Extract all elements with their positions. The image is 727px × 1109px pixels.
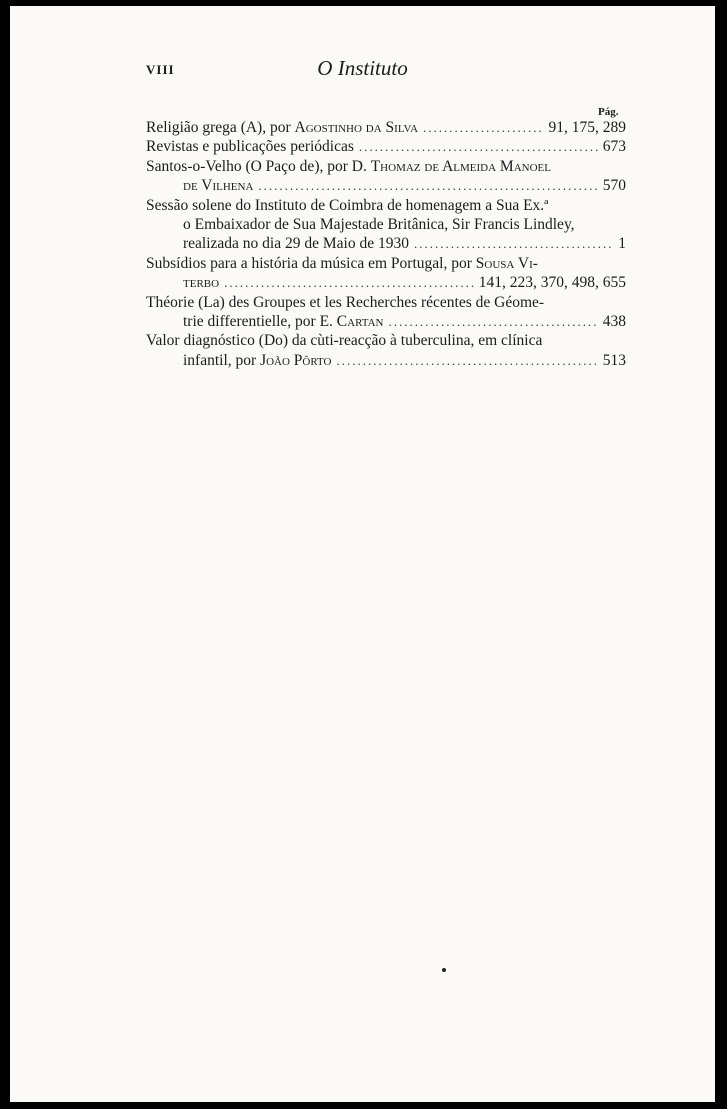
entry-text	[183, 176, 253, 195]
entry-title-text: o Embaixador de Sua Majestade Britânica, Sir Francis Lindley,	[183, 216, 575, 234]
page-column-label: Pág.	[598, 106, 619, 118]
page-reference: 570	[602, 177, 626, 195]
page-reference: 673	[602, 138, 626, 156]
entry-author-name: de Vilhena	[183, 177, 254, 195]
index-list	[146, 118, 626, 370]
page-reference: 91, 175, 289	[548, 119, 626, 136]
leader-dots	[224, 273, 474, 292]
index-entry	[146, 293, 626, 332]
entry-title-text: Théorie (La) des Groupes et les Recherches récentes de Géome-	[146, 293, 545, 311]
index-entry-line	[146, 118, 626, 137]
index-entry-line	[146, 273, 626, 292]
index-entry	[146, 157, 626, 196]
leader-dots	[337, 351, 598, 370]
index-entry-line	[146, 312, 626, 331]
page-reference: 1	[618, 235, 626, 253]
entry-text	[146, 331, 542, 350]
running-title: O Instituto	[317, 56, 408, 80]
entry-text	[183, 273, 219, 292]
entry-text	[146, 118, 418, 137]
entry-text	[146, 137, 354, 156]
index-entry	[146, 196, 626, 254]
entry-title-text: Santos-o-Velho (O Paço de), por D.	[146, 157, 371, 175]
index-entry-line	[146, 157, 626, 176]
entry-text	[183, 351, 332, 370]
entry-author-name: Agostinho da Silva	[294, 119, 419, 136]
entry-text	[183, 312, 383, 331]
index-entry-line	[146, 137, 626, 156]
entry-text	[146, 293, 544, 312]
page-reference: 438	[602, 313, 626, 331]
entry-text	[146, 254, 538, 273]
index-entry-line	[146, 351, 626, 370]
entry-text	[146, 196, 548, 215]
entry-text	[183, 234, 409, 253]
leader-dots	[423, 118, 543, 137]
page-reference: 141, 223, 370, 498, 655	[478, 274, 626, 292]
leader-dots	[359, 137, 598, 156]
entry-title-text: Religião grega (A), por	[146, 119, 295, 136]
index-entry	[146, 331, 626, 370]
page-header	[10, 56, 715, 86]
page-number: VIII	[146, 62, 175, 77]
entry-title-text: trie differentielle, por E.	[183, 313, 337, 331]
entry-text	[183, 215, 575, 234]
index-entry	[146, 118, 626, 137]
entry-title-text: Sessão solene do Instituto de Coimbra de homenagem a Sua Ex.ª	[146, 196, 549, 214]
index-entry	[146, 137, 626, 156]
page-reference: 513	[602, 351, 626, 369]
index-entry-line	[146, 234, 626, 253]
entry-author-name: terbo	[183, 274, 220, 292]
entry-title-text: Valor diagnóstico (Do) da cùti-reacção à tuberculina, em clínica	[146, 332, 543, 350]
entry-title-text: Revistas e publicações periódicas	[146, 138, 354, 156]
leader-dots	[414, 234, 613, 253]
page	[10, 6, 715, 1102]
leader-dots	[388, 312, 597, 331]
index-entry-line	[146, 196, 626, 215]
entry-author-name: João Pôrto	[260, 351, 332, 369]
entry-text	[146, 157, 551, 176]
index-entry-line	[146, 254, 626, 273]
entry-title-text: Subsídios para a história da música em Portugal, por	[146, 254, 476, 272]
entry-title-text: infantil, por	[183, 351, 261, 369]
entry-author-name: Cartan	[336, 313, 384, 331]
entry-author-name: Sousa Vi-	[475, 254, 538, 272]
index-entry-line	[146, 176, 626, 195]
leader-dots	[258, 176, 597, 195]
index-entry-line	[146, 331, 626, 350]
entry-author-name: Thomaz de Almeida Manoel	[370, 157, 551, 175]
index-entry-line	[146, 215, 626, 234]
entry-title-text: realizada no dia 29 de Maio de 1930	[183, 235, 409, 253]
index-entry	[146, 254, 626, 293]
index-entry-line	[146, 293, 626, 312]
paper-speck	[442, 968, 446, 972]
